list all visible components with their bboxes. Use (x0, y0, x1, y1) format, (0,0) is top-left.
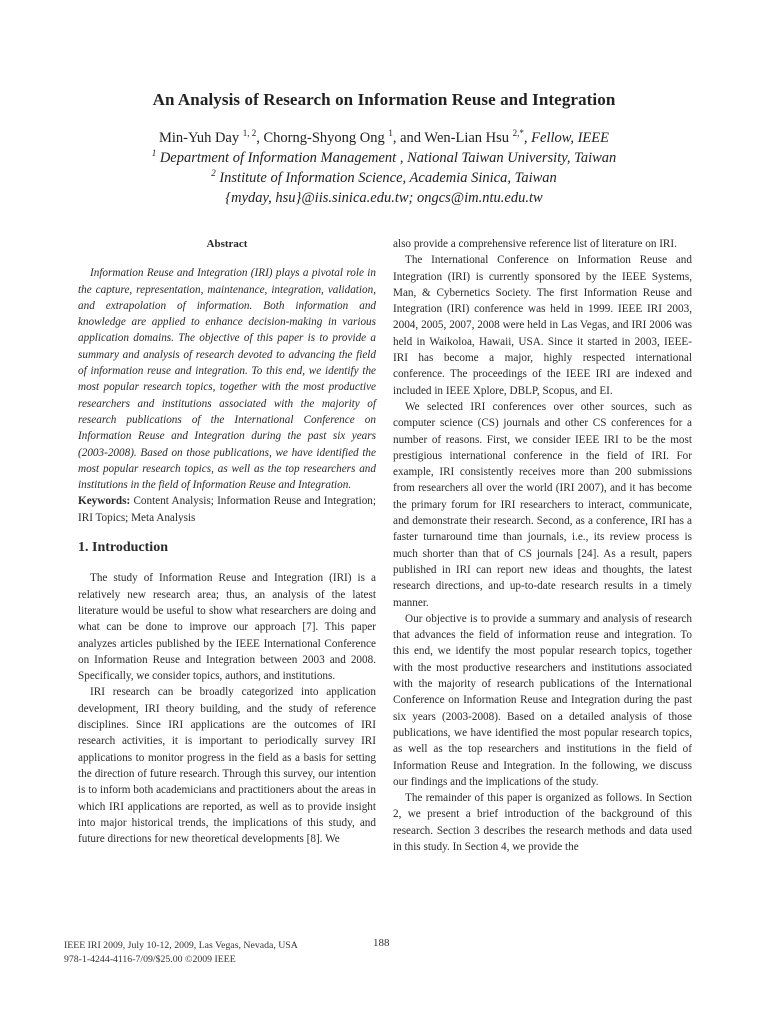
author-affil-marker: 2,* (512, 128, 524, 138)
paragraph: The International Conference on Information Reuse and Integration (IRI) is currently sponsored by the IEEE Systems, Man, & Cybernetics Society. The first Information Reuse and Integration (IRI) conference was held in 1999. IEEE IRI 2003, 2004, 2005, 2007, 2008 were held in Las Vegas, and IRI 2006 was held in Waikoloa, Hawaii, USA. Since it started in 2003, IEEE-IRI has become a major, highly respected international conference. The proceedings of the IEEE IRI are indexed and included in IEEE Xplore, DBLP, Scopus, and EI. (393, 254, 692, 397)
paragraph: The study of Information Reuse and Integration (IRI) is a relatively new research area; thus, an analysis of the latest literature would be useful to show what researchers are doing and what can be done to improve our approach [7]. This paper analyzes articles published by the IEEE International Conference on Information Reuse and Integration between 2003 and 2008. Specifically, we consider topics, authors, and institutions. (78, 572, 376, 683)
author-title: , Fellow, IEEE (523, 130, 610, 146)
right-column (393, 236, 692, 855)
author-line (0, 128, 768, 148)
footer-citation (64, 939, 298, 967)
affiliation-text: Department of Information Management , National Taiwan University, Taiwan (156, 150, 617, 166)
affiliation-2 (0, 168, 768, 188)
footer-isbn: 978-1-4244-4116-7/09/$25.00 ©2009 IEEE (64, 954, 236, 965)
section-heading: 1. Introduction (78, 540, 168, 556)
paragraph: also provide a comprehensive reference list of literature on IRI. (393, 238, 677, 250)
keywords-text: Content Analysis; Information Reuse and Integration; IRI Topics; Meta Analysis (78, 495, 376, 524)
author-emails: {myday, hsu}@iis.sinica.edu.tw; ongcs@im.ntu.edu.tw (225, 190, 543, 206)
paragraph: Our objective is to provide a summary and analysis of research that advances the field of information reuse and integration. To this end, we identify the most popular research topics, together with the most productive researchers and institutions associated with the majority of research publications of the International Conference on Information Reuse and Integration during the past six years (2003-2008). Based on a detailed analysis of those publications, we have identified the most popular research topics, as well as the top researchers and institutions in the field of Information Reuse and Integration. In the following, we discuss our findings and the implications of the study. (393, 612, 692, 788)
affiliation-text: Institute of Information Science, Academia Sinica, Taiwan (215, 170, 557, 186)
author-affil-marker: 1 (388, 128, 393, 138)
author-affil-marker: 1, 2 (242, 128, 257, 138)
author-name: Min-Yuh Day (158, 130, 243, 146)
paragraph: IRI research can be broadly categorized into application development, IRI theory building, and the study of reference disciplines. Since IRI applications are the outcomes of IRI research activities, it is important to periodically survey IRI applications to monitor progress in the field as a basis for setting the direction of future research. Through this survey, our intention is to inform both academicians and practitioners about the areas in which IRI applications are reported, as well as to provide insight into major historical trends, the implications of this study, and future directions for new theoretical developments [8]. We (78, 686, 376, 846)
affiliation-number: 1 (151, 148, 157, 158)
footer-conference: IEEE IRI 2009, July 10-12, 2009, Las Vegas, Nevada, USA (64, 940, 298, 951)
author-name: , and Wen-Lian Hsu (392, 130, 513, 146)
keywords (78, 493, 376, 526)
paragraph: The remainder of this paper is organized as follows. In Section 2, we present a brief introduction of the background of this research. Section 3 describes the research methods and data used in this study. In Section 4, we provide the (393, 792, 692, 853)
page-number: 188 (373, 937, 390, 949)
paragraph: We selected IRI conferences over other sources, such as computer science (CS) journals and other CS conferences for a number of reasons. First, we consider IEEE IRI to be the most prestigious international conference in the field of IRI. For example, IRI consistently receives more than 200 submissions from researchers all over the world (IRI 2007), and it has become the primary forum for IRI researchers to interact, communicate, and demonstrate their research. Second, as a conference, IRI has a faster turnaround time than journals, i.e., its review process is much shorter than that of CS journals [24]. As a result, papers published in IRI can report new ideas and thoughts, the latest research directions, and up-to-date research results in a timely manner. (393, 400, 692, 609)
left-column (78, 236, 376, 847)
author-name: , Chorng-Shyong Ong (256, 130, 389, 146)
abstract-text: Information Reuse and Integration (IRI) plays a pivotal role in the capture, representation, maintenance, integration, validation, and extrapolation of information. Both information and knowledge are applied to enhance decision-making in various application domains. The objective of this paper is to provide a summary and analysis of research devoted to advancing the field of information reuse and integration. To this end, we identify the most popular research topics, together with the most productive researchers and institutions associated with the majority of research publications of the International Conference on Information Reuse and Integration during the past six years (2003-2008). Based on those publications, we have identified the most popular research topics, as well as the top researchers and institutions in the field of Information Reuse and Integration. (78, 267, 376, 492)
keywords-label: Keywords: (78, 495, 131, 508)
affiliation-number: 2 (211, 168, 216, 178)
abstract-heading: Abstract (206, 238, 248, 250)
paper-title: An Analysis of Research on Information Reuse and Integration (152, 90, 616, 109)
author-block (0, 128, 768, 208)
affiliation-1 (0, 148, 768, 168)
